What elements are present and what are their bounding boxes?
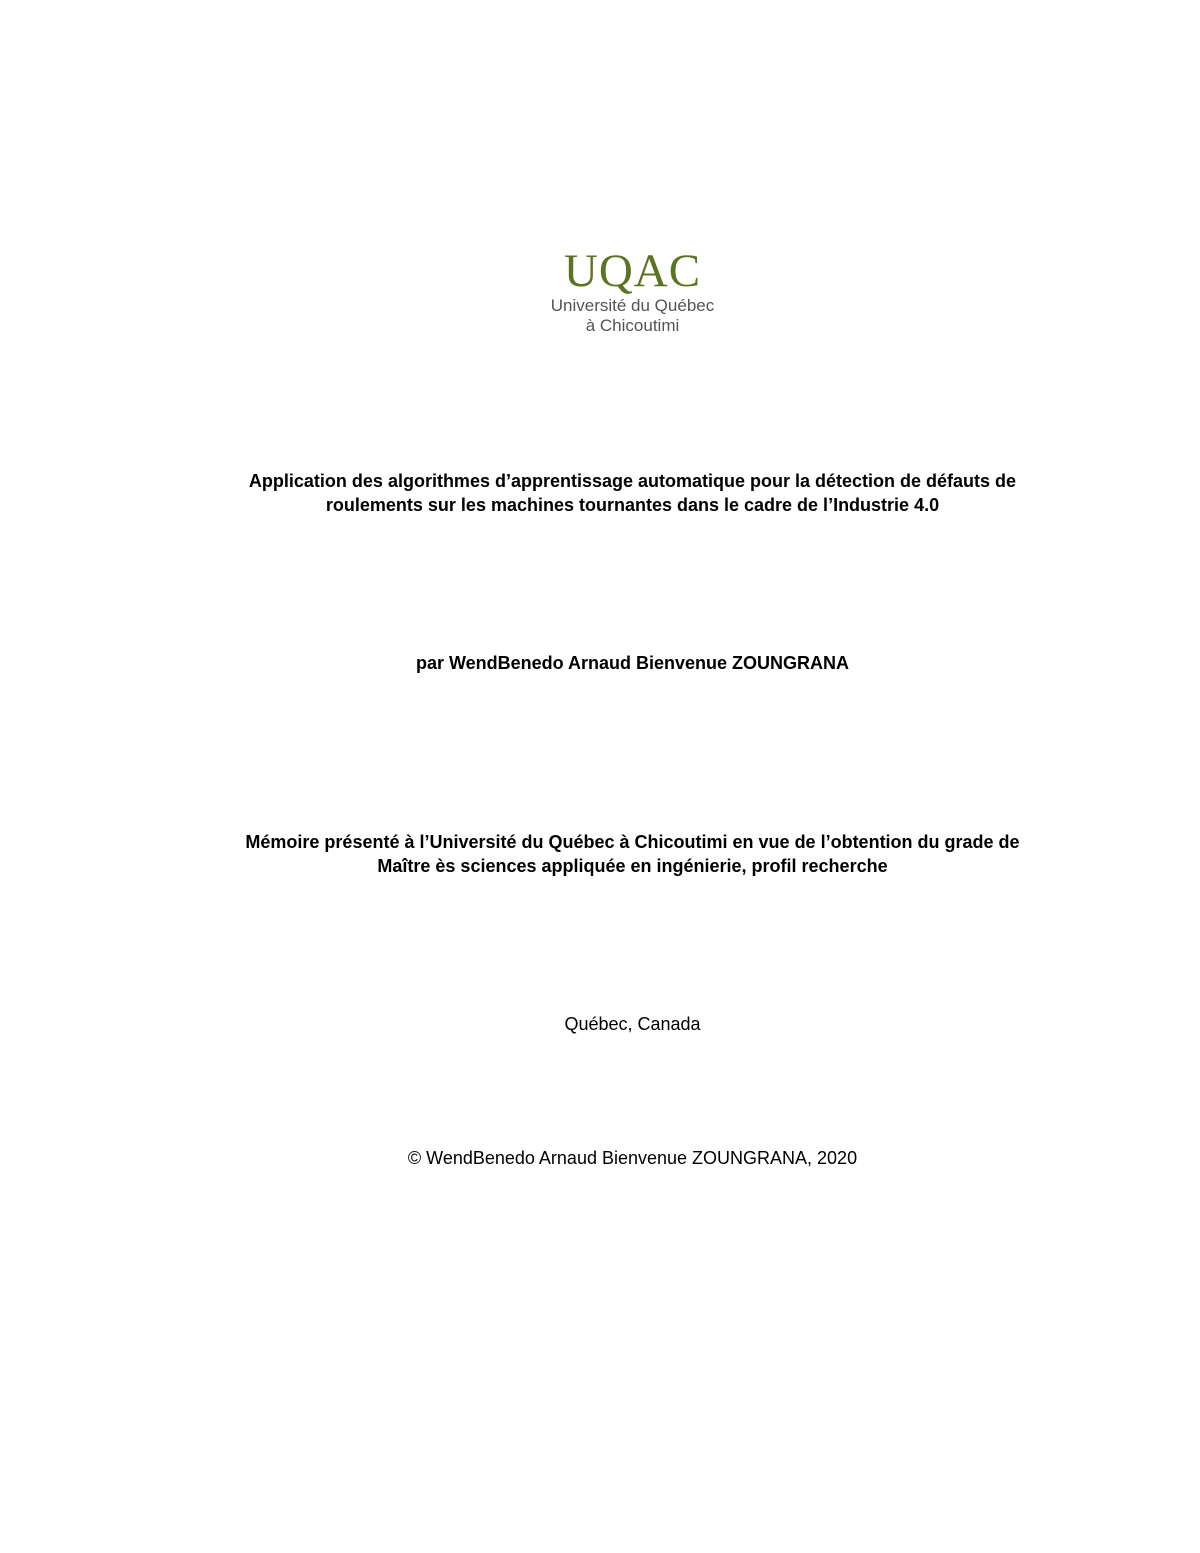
thesis-statement-line-2: Maître ès sciences appliquée en ingénierie, profil recherche <box>377 856 888 876</box>
thesis-title-line-1: Application des algorithmes d’apprentissage automatique pour la détection de défauts de <box>248 471 1017 491</box>
thesis-statement-line-1: Mémoire présenté à l’Université du Québec à Chicoutimi en vue de l’obtention du grade de <box>245 832 1020 852</box>
author-line <box>0 651 1200 675</box>
location-text: Québec, Canada <box>564 1014 701 1034</box>
thesis-title-line-2: roulements sur les machines tournantes dans le cadre de l’Industrie 4.0 <box>325 495 940 515</box>
copyright <box>0 1146 1200 1170</box>
copyright-text: © WendBenedo Arnaud Bienvenue ZOUNGRANA, 2020 <box>407 1148 858 1168</box>
university-logo <box>0 246 1200 336</box>
logo-line-2: à Chicoutimi <box>585 316 680 335</box>
logo-acronym: UQAC <box>563 245 702 297</box>
thesis-title <box>0 469 1200 517</box>
author-name: par WendBenedo Arnaud Bienvenue ZOUNGRANA <box>415 653 850 673</box>
location <box>0 1012 1200 1036</box>
logo-line-1: Université du Québec <box>550 296 715 315</box>
thesis-statement <box>0 830 1200 878</box>
